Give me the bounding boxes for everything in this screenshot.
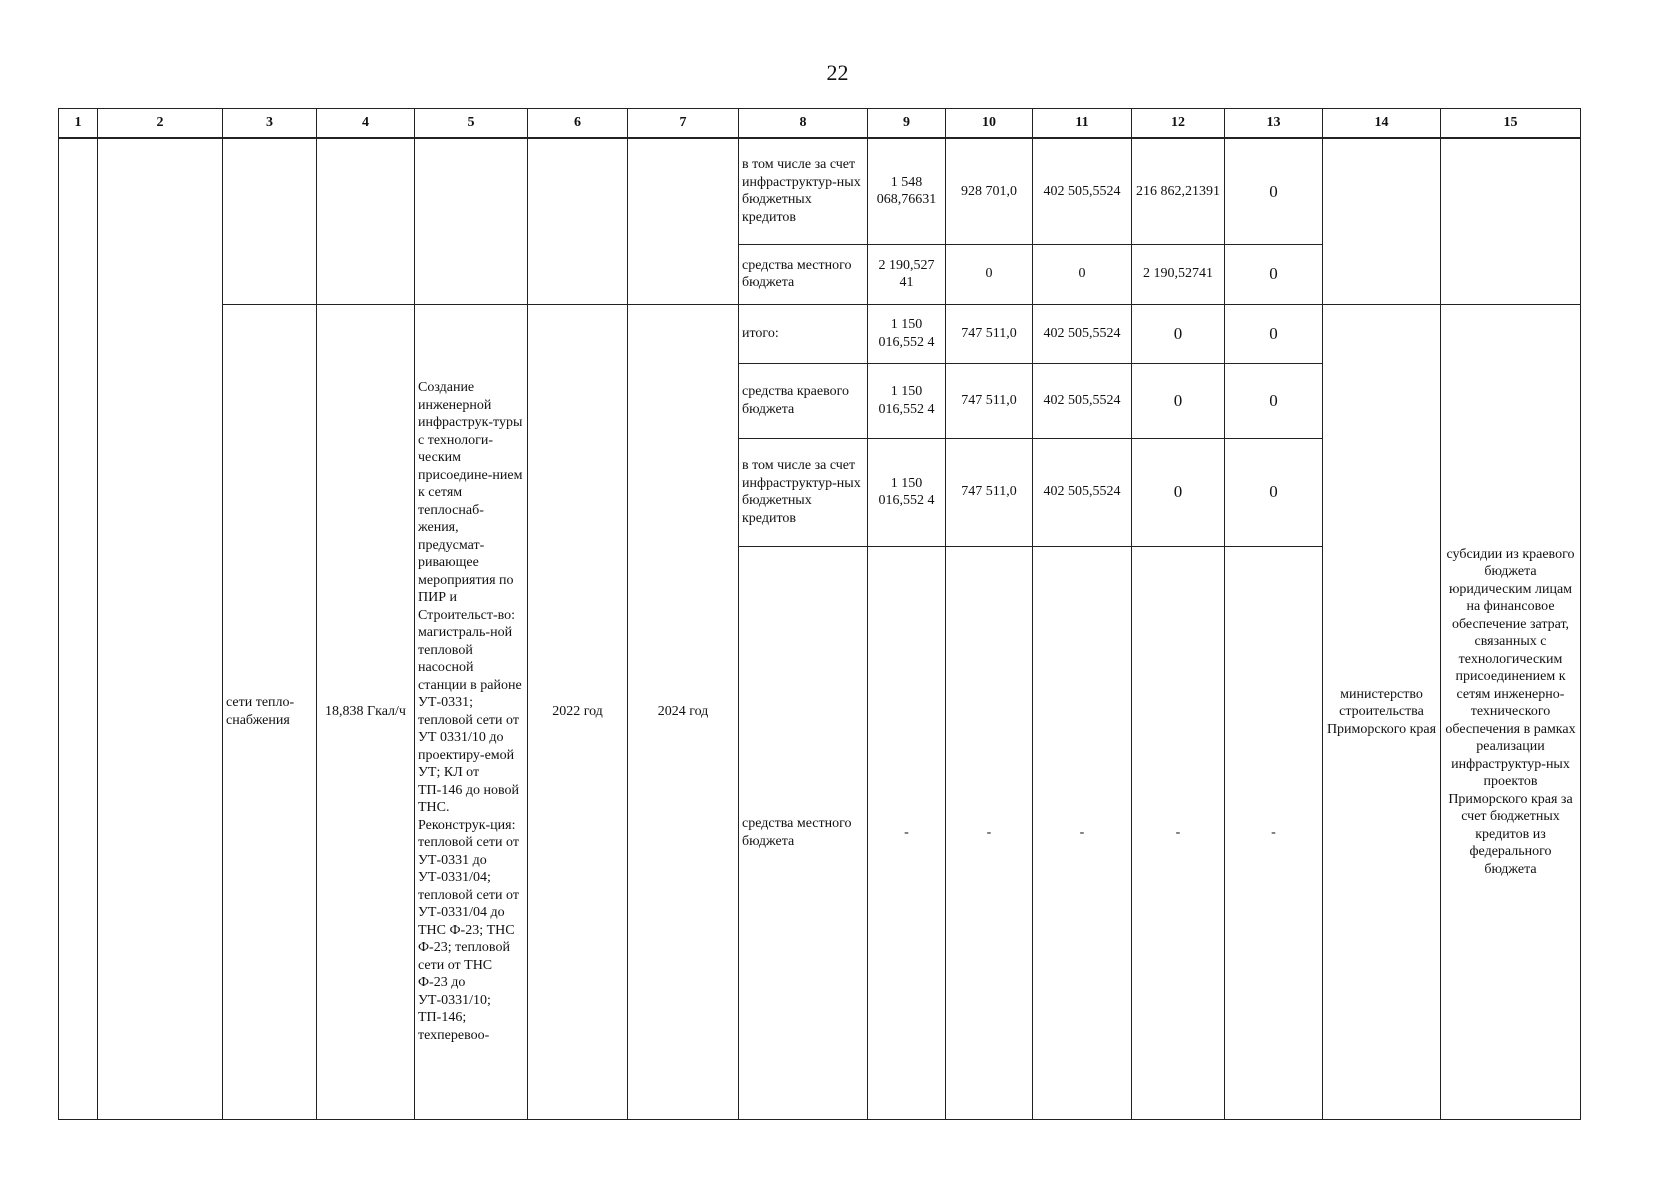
value-col11: 402 505,5524 bbox=[1033, 363, 1132, 438]
end-year: 2024 год bbox=[628, 304, 739, 1120]
cell-col1 bbox=[59, 138, 98, 1120]
cell-col6-empty bbox=[528, 138, 628, 304]
object-type: сети тепло-снабжения bbox=[223, 304, 317, 1120]
header-row bbox=[59, 109, 1581, 139]
cell-col3-empty bbox=[223, 138, 317, 304]
value-col13: 0 bbox=[1225, 363, 1323, 438]
value-col11: 402 505,5524 bbox=[1033, 304, 1132, 363]
header-cell: 1 bbox=[59, 109, 98, 139]
cell-col4-empty bbox=[317, 138, 415, 304]
header-cell: 15 bbox=[1441, 109, 1581, 139]
funding-source-label: средства местного бюджета bbox=[739, 546, 868, 1120]
value-col10: 928 701,0 bbox=[946, 138, 1033, 244]
funding-source-label: в том числе за счет инфраструктур-ных бюджетных кредитов bbox=[739, 438, 868, 546]
header-cell: 4 bbox=[317, 109, 415, 139]
header-cell: 12 bbox=[1132, 109, 1225, 139]
value-col13: 0 bbox=[1225, 304, 1323, 363]
value-col9: 1 150 016,552 4 bbox=[868, 363, 946, 438]
value-col10: - bbox=[946, 546, 1033, 1120]
value-col11: - bbox=[1033, 546, 1132, 1120]
start-year: 2022 год bbox=[528, 304, 628, 1120]
value-col13: 0 bbox=[1225, 438, 1323, 546]
value-col12: 0 bbox=[1132, 304, 1225, 363]
funding-source-label: итого: bbox=[739, 304, 868, 363]
project-description: Создание инженерной инфраструк-туры с технологи-ческим присоедине-нием к сетям теплоснаб-жения, предусмат-ривающее мероприятия по ПИР и Строительст-во: магистраль-ной тепловой насосной станции в районе УТ-0331; тепловой сети от УТ 0331/10 до проектиру-емой УТ; КЛ от ТП-146 до новой ТНС. Реконструк-ция: тепловой сети от УТ-0331 до УТ-0331/04; тепловой сети от УТ-0331/04 до ТНС Ф-23; ТНС Ф-23; тепловой сети от ТНС Ф-23 до УТ-0331/10; ТП-146; техперевоо- bbox=[415, 304, 528, 1120]
budget-table bbox=[58, 108, 1581, 1120]
cell-col7-empty bbox=[628, 138, 739, 304]
value-col10: 747 511,0 bbox=[946, 304, 1033, 363]
header-cell: 3 bbox=[223, 109, 317, 139]
cell-col15-empty bbox=[1441, 138, 1581, 304]
table-row bbox=[59, 304, 1581, 363]
funding-source-label: средства краевого бюджета bbox=[739, 363, 868, 438]
header-cell: 6 bbox=[528, 109, 628, 139]
header-cell: 7 bbox=[628, 109, 739, 139]
header-cell: 8 bbox=[739, 109, 868, 139]
value-col9: 1 150 016,552 4 bbox=[868, 304, 946, 363]
header-cell: 14 bbox=[1323, 109, 1441, 139]
cell-col5-empty bbox=[415, 138, 528, 304]
header-cell: 9 bbox=[868, 109, 946, 139]
table-row bbox=[59, 138, 1581, 244]
header-cell: 5 bbox=[415, 109, 528, 139]
value-col9: - bbox=[868, 546, 946, 1120]
value-col11: 402 505,5524 bbox=[1033, 438, 1132, 546]
value-col12: 216 862,21391 bbox=[1132, 138, 1225, 244]
value-col12: 2 190,52741 bbox=[1132, 244, 1225, 304]
value-col10: 0 bbox=[946, 244, 1033, 304]
cell-col14-empty bbox=[1323, 138, 1441, 304]
value-col11: 402 505,5524 bbox=[1033, 138, 1132, 244]
responsible-ministry: министерство строительства Приморского края bbox=[1323, 304, 1441, 1120]
funding-source-label: средства местного бюджета bbox=[739, 244, 868, 304]
value-col11: 0 bbox=[1033, 244, 1132, 304]
value-col12: 0 bbox=[1132, 438, 1225, 546]
value-col13: - bbox=[1225, 546, 1323, 1120]
value-col9: 1 548 068,76631 bbox=[868, 138, 946, 244]
value-col9: 2 190,527 41 bbox=[868, 244, 946, 304]
value-col9: 1 150 016,552 4 bbox=[868, 438, 946, 546]
capacity: 18,838 Гкал/ч bbox=[317, 304, 415, 1120]
financing-note: субсидии из краевого бюджета юридическим лицам на финансовое обеспечение затрат, связанных с технологическим присоединением к сетям инженерно-технического обеспечения в рамках реализации инфраструктур-ных проектов Приморского края за счет бюджетных кредитов из федерального бюджета bbox=[1441, 304, 1581, 1120]
header-cell: 2 bbox=[98, 109, 223, 139]
header-cell: 13 bbox=[1225, 109, 1323, 139]
header-cell: 10 bbox=[946, 109, 1033, 139]
value-col13: 0 bbox=[1225, 244, 1323, 304]
value-col13: 0 bbox=[1225, 138, 1323, 244]
value-col10: 747 511,0 bbox=[946, 363, 1033, 438]
header-cell: 11 bbox=[1033, 109, 1132, 139]
funding-source-label: в том числе за счет инфраструктур-ных бюджетных кредитов bbox=[739, 138, 868, 244]
value-col10: 747 511,0 bbox=[946, 438, 1033, 546]
value-col12: - bbox=[1132, 546, 1225, 1120]
cell-col2 bbox=[98, 138, 223, 1120]
page-number: 22 bbox=[826, 60, 849, 85]
value-col12: 0 bbox=[1132, 363, 1225, 438]
